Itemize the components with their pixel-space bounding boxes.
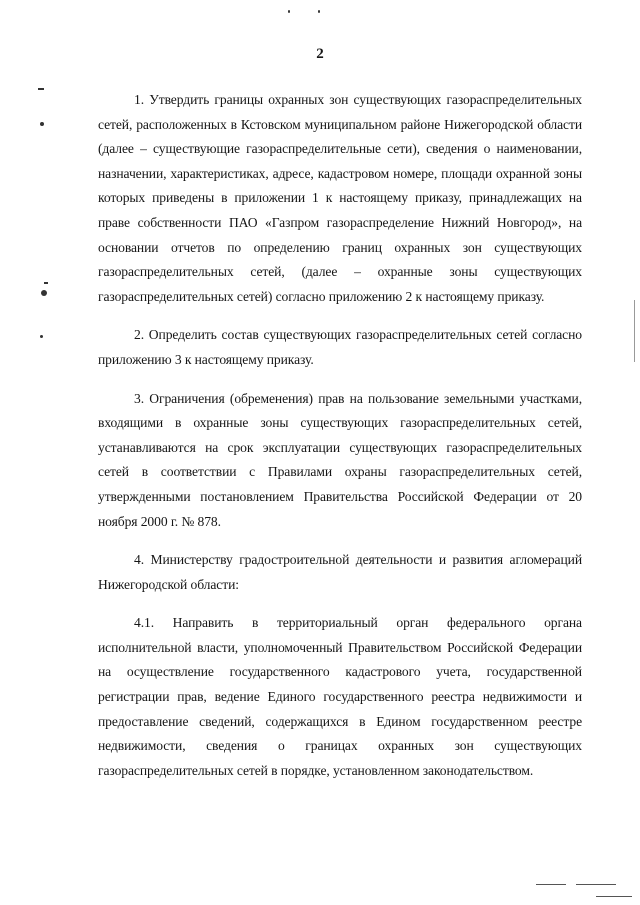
scan-speck [38, 88, 44, 90]
document-body [98, 88, 582, 797]
paragraph-1: 1. Утвердить границы охранных зон существующих газораспределительных сетей, расположенных в Кстовском муниципальном районе Нижегородской области (далее – существующие газораспределительные сети), сведения о наименовании, назначении, характеристиках, адресе, кадастровом номере, площади охранной зоны которых приведены в приложении 1 к настоящему приказу, принадлежащих на праве собственности ПАО «Газпром газораспределение Нижний Новгород», на основании отчетов по определению границ охранных зон существующих газораспределительных сетей, (далее – охранные зоны существующих газораспределительных сетей) согласно приложению 2 к настоящему приказу. [98, 92, 582, 304]
paragraph-2: 2. Определить состав существующих газораспределительных сетей согласно приложению 3 к настоящему приказу. [98, 327, 582, 367]
scan-speck [318, 10, 320, 13]
paragraph-4-1: 4.1. Направить в территориальный орган федерального органа исполнительной власти, уполномоченный Правительством Российской Федерации на осуществление государственного кадастрового учета, государственной регистрации прав, ведение Единого государственного реестра недвижимости и предоставление сведений, содержащихся в Едином государственном реестре недвижимости, сведения о границах охранных зон существующих газораспределительных сетей в порядке, установленном законодательством. [98, 615, 582, 778]
footer-line [536, 884, 566, 885]
footer-line [596, 896, 632, 897]
scan-speck [40, 335, 43, 338]
scan-speck [634, 300, 635, 362]
scan-speck [288, 10, 290, 13]
paragraph-4: 4. Министерству градостроительной деятельности и развития агломераций Нижегородской области: [98, 552, 582, 592]
scan-speck [44, 282, 48, 284]
scan-speck [40, 122, 44, 126]
scan-speck [41, 290, 47, 296]
footer-line [576, 884, 616, 885]
paragraph-3: 3. Ограничения (обременения) прав на пользование земельными участками, входящими в охранные зоны существующих газораспределительных сетей, устанавливаются на срок эксплуатации существующих газораспределительных сетей в соответствии с Правилами охраны газораспределительных сетей, утвержденными постановлением Правительства Российской Федерации от 20 ноября 2000 г. № 878. [98, 390, 582, 529]
page-number: 2 [316, 46, 324, 62]
